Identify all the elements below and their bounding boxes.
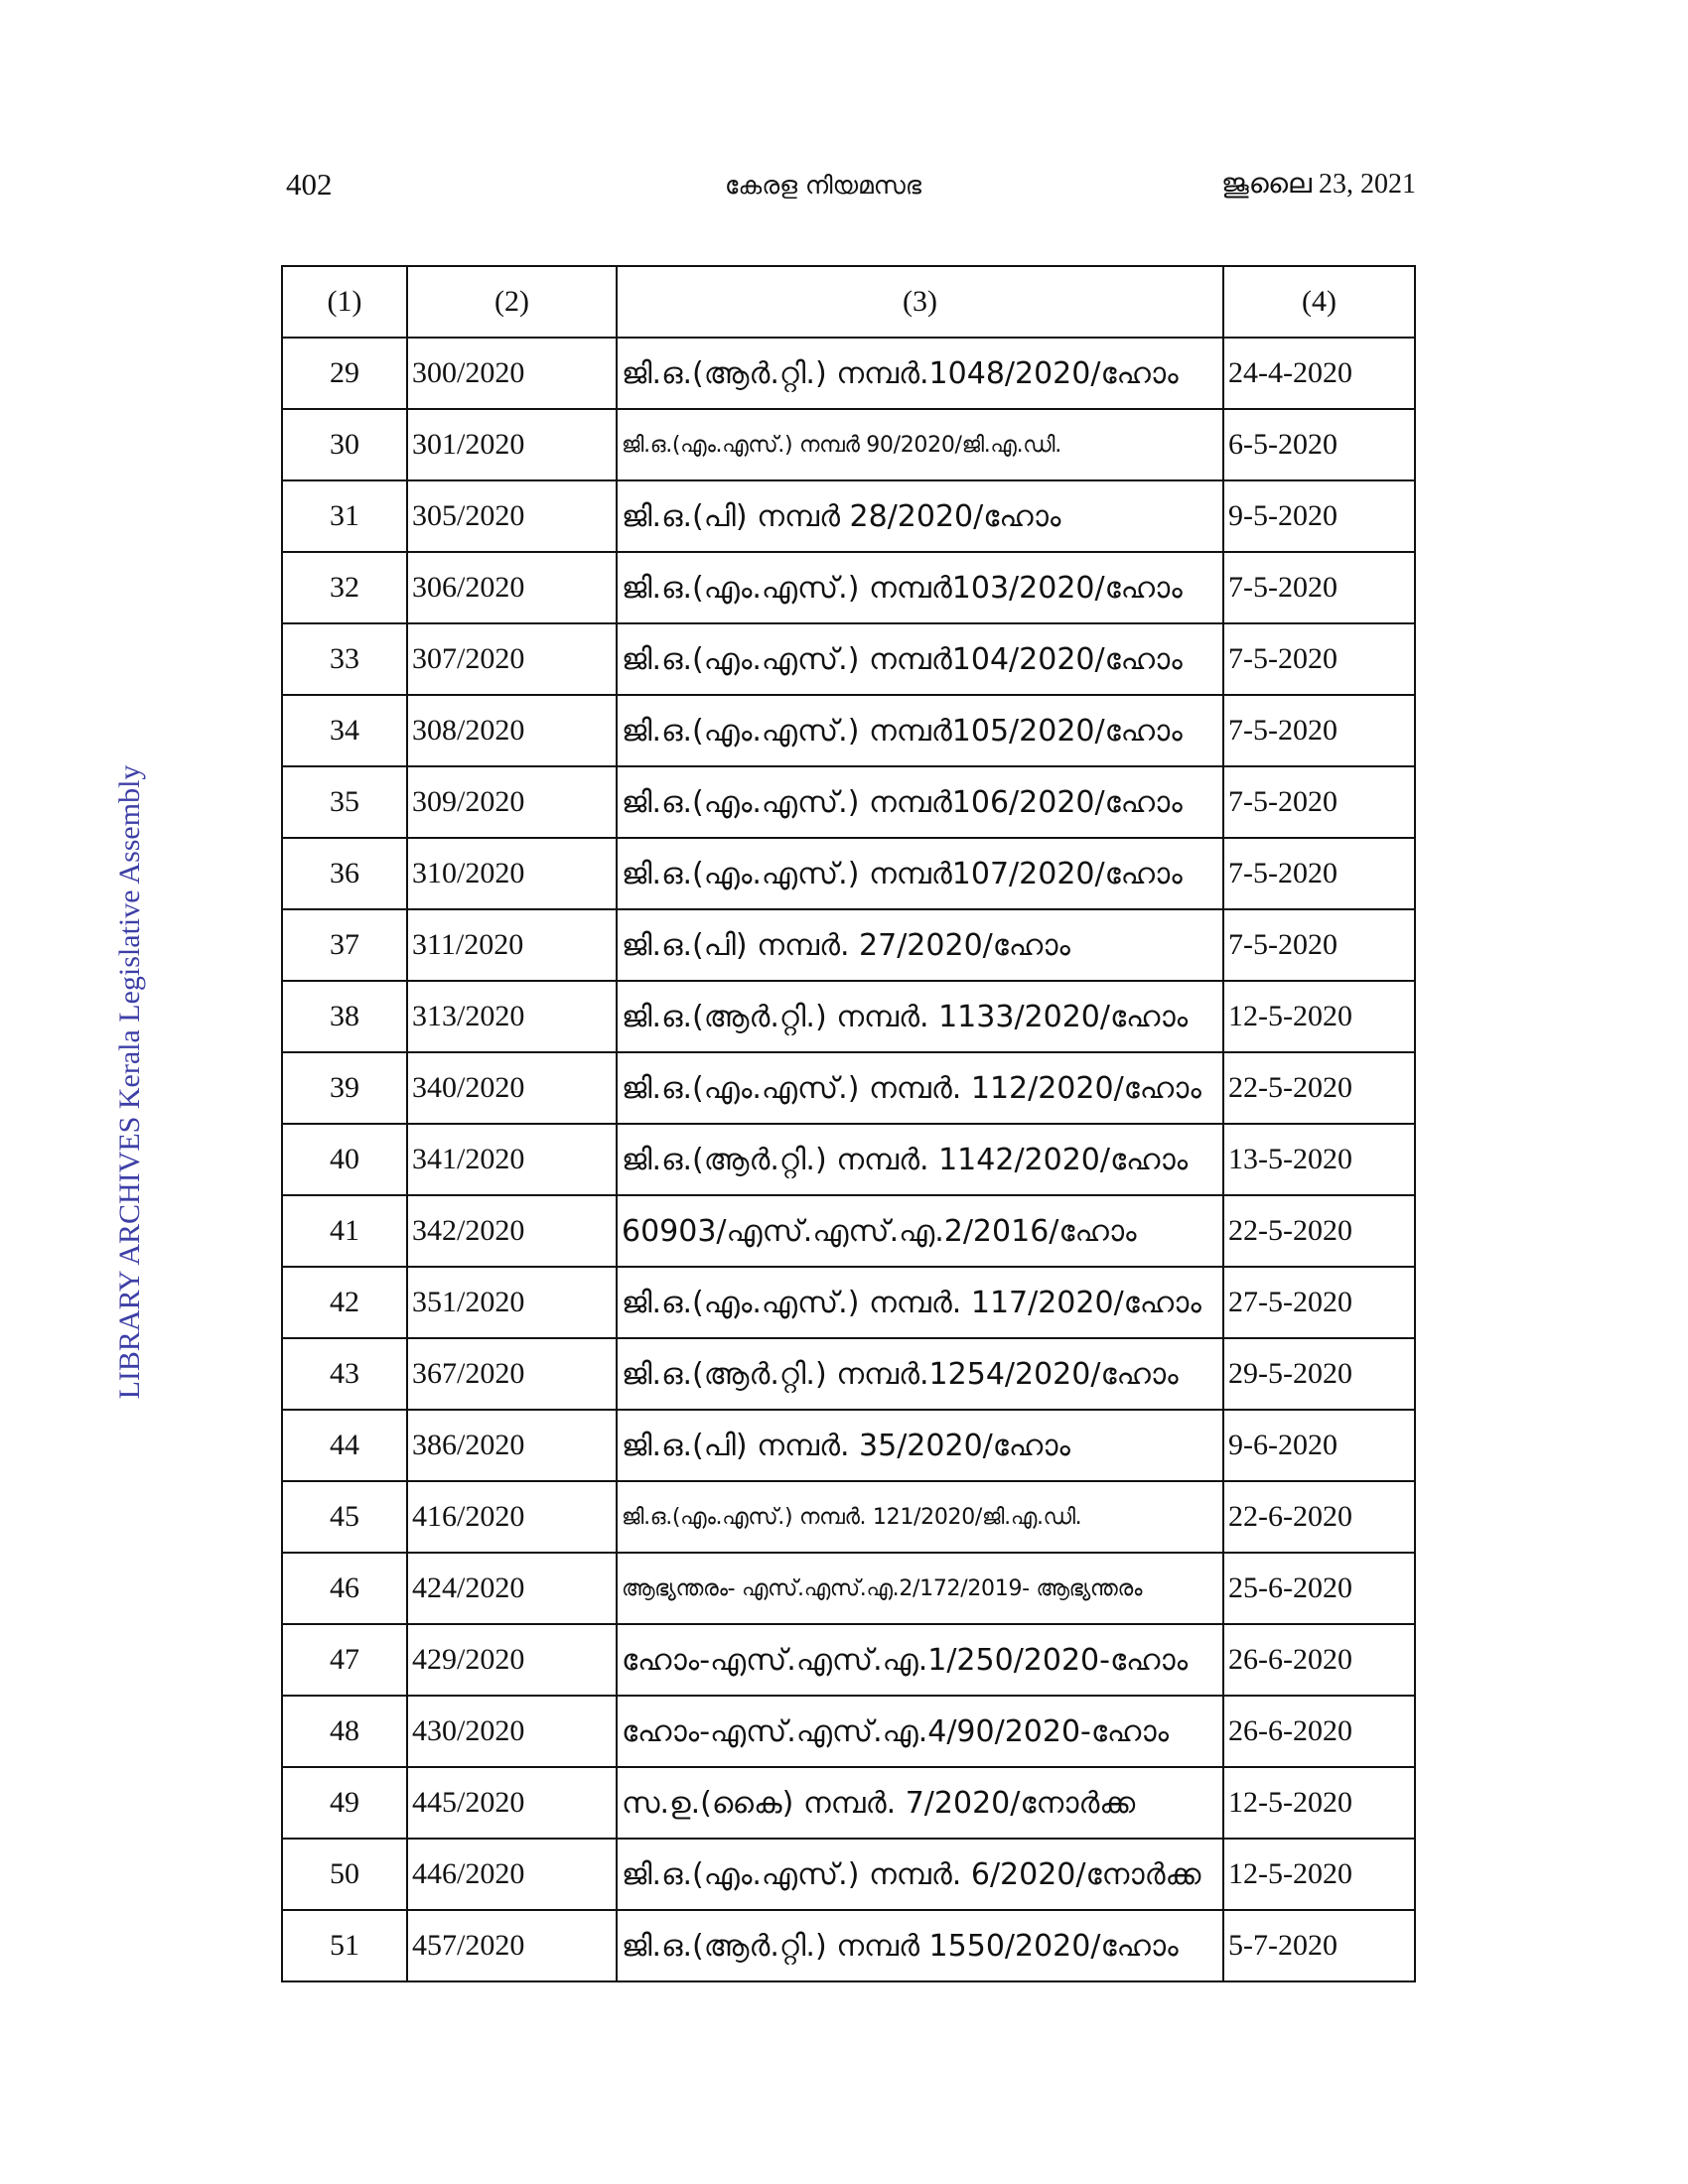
cell-date: 25-6-2020 xyxy=(1223,1553,1415,1624)
cell-no: 430/2020 xyxy=(407,1696,617,1767)
cell-no: 341/2020 xyxy=(407,1124,617,1195)
cell-no: 340/2020 xyxy=(407,1052,617,1124)
cell-sl: 33 xyxy=(282,623,407,695)
cell-sl: 36 xyxy=(282,838,407,909)
cell-order: സ.ഉ.(കൈ) നമ്പർ. 7/2020/നോർക്ക xyxy=(617,1767,1223,1839)
cell-no: 313/2020 xyxy=(407,981,617,1052)
cell-no: 342/2020 xyxy=(407,1195,617,1267)
cell-order: ജി.ഒ.(എം.എസ്.) നമ്പർ. 117/2020/ഹോം xyxy=(617,1267,1223,1338)
cell-date: 7-5-2020 xyxy=(1223,838,1415,909)
table-row xyxy=(282,338,1415,409)
cell-sl: 48 xyxy=(282,1696,407,1767)
cell-sl: 39 xyxy=(282,1052,407,1124)
cell-date: 12-5-2020 xyxy=(1223,1767,1415,1839)
cell-sl: 29 xyxy=(282,338,407,409)
table-row xyxy=(282,838,1415,909)
table-row xyxy=(282,552,1415,623)
cell-sl: 41 xyxy=(282,1195,407,1267)
table-row xyxy=(282,695,1415,766)
cell-order: ജി.ഒ.(എം.എസ്.) നമ്പർ103/2020/ഹോം xyxy=(617,552,1223,623)
table-row xyxy=(282,1696,1415,1767)
cell-no: 310/2020 xyxy=(407,838,617,909)
table-row xyxy=(282,1910,1415,1981)
cell-date: 22-5-2020 xyxy=(1223,1052,1415,1124)
column-header: (4) xyxy=(1223,266,1415,338)
table-row xyxy=(282,1267,1415,1338)
table-header-row xyxy=(282,266,1415,338)
cell-order: 60903/എസ്.എസ്.എ.2/2016/ഹോം xyxy=(617,1195,1223,1267)
column-header: (1) xyxy=(282,266,407,338)
table-row xyxy=(282,1195,1415,1267)
cell-sl: 32 xyxy=(282,552,407,623)
cell-sl: 46 xyxy=(282,1553,407,1624)
table-row xyxy=(282,1481,1415,1553)
cell-order: ആഭ്യന്തരം- എസ്.എസ്.എ.2/172/2019- ആഭ്യന്തരം xyxy=(617,1553,1223,1624)
cell-date: 6-5-2020 xyxy=(1223,409,1415,480)
cell-sl: 42 xyxy=(282,1267,407,1338)
table-row xyxy=(282,623,1415,695)
cell-order: ജി.ഒ.(എം.എസ്.) നമ്പർ. 6/2020/നോർക്ക xyxy=(617,1839,1223,1910)
cell-date: 7-5-2020 xyxy=(1223,552,1415,623)
cell-date: 7-5-2020 xyxy=(1223,909,1415,981)
cell-sl: 49 xyxy=(282,1767,407,1839)
cell-no: 424/2020 xyxy=(407,1553,617,1624)
running-title: കേരള നിയമസഭ xyxy=(725,171,921,200)
cell-date: 26-6-2020 xyxy=(1223,1624,1415,1696)
running-date: ജൂലൈ 23, 2021 xyxy=(1221,169,1417,200)
cell-no: 311/2020 xyxy=(407,909,617,981)
column-header: (2) xyxy=(407,266,617,338)
page-number: 402 xyxy=(286,167,333,202)
cell-no: 429/2020 xyxy=(407,1624,617,1696)
cell-no: 367/2020 xyxy=(407,1338,617,1410)
cell-order: ജി.ഒ.(എം.എസ്.) നമ്പർ104/2020/ഹോം xyxy=(617,623,1223,695)
archive-watermark: LIBRARY ARCHIVES Kerala Legislative Assembly xyxy=(113,764,146,1400)
table-row xyxy=(282,1553,1415,1624)
cell-sl: 31 xyxy=(282,480,407,552)
cell-date: 13-5-2020 xyxy=(1223,1124,1415,1195)
cell-date: 22-5-2020 xyxy=(1223,1195,1415,1267)
cell-no: 386/2020 xyxy=(407,1410,617,1481)
table-row xyxy=(282,1124,1415,1195)
cell-order: ജി.ഒ.(ആർ.റ്റി.) നമ്പർ.1254/2020/ഹോം xyxy=(617,1338,1223,1410)
table-row xyxy=(282,1052,1415,1124)
table-row xyxy=(282,1410,1415,1481)
cell-no: 300/2020 xyxy=(407,338,617,409)
cell-order: ഹോം-എസ്.എസ്.എ.1/250/2020-ഹോം xyxy=(617,1624,1223,1696)
cell-sl: 44 xyxy=(282,1410,407,1481)
cell-sl: 38 xyxy=(282,981,407,1052)
table-row xyxy=(282,766,1415,838)
cell-order: ജി.ഒ.(എം.എസ്.) നമ്പർ. 121/2020/ജി.എ.ഡി. xyxy=(617,1481,1223,1553)
cell-date: 24-4-2020 xyxy=(1223,338,1415,409)
cell-sl: 34 xyxy=(282,695,407,766)
cell-no: 309/2020 xyxy=(407,766,617,838)
cell-no: 308/2020 xyxy=(407,695,617,766)
cell-no: 416/2020 xyxy=(407,1481,617,1553)
cell-order: ജി.ഒ.(എം.എസ്.) നമ്പർ. 112/2020/ഹോം xyxy=(617,1052,1223,1124)
cell-order: ജി.ഒ.(പി) നമ്പർ. 35/2020/ഹോം xyxy=(617,1410,1223,1481)
cell-order: ജി.ഒ.(പി) നമ്പർ 28/2020/ഹോം xyxy=(617,480,1223,552)
cell-order: ജി.ഒ.(ആർ.റ്റി.) നമ്പർ 1550/2020/ഹോം xyxy=(617,1910,1223,1981)
table-row xyxy=(282,480,1415,552)
cell-order: ജി.ഒ.(ആർ.റ്റി.) നമ്പർ.1048/2020/ഹോം xyxy=(617,338,1223,409)
cell-sl: 50 xyxy=(282,1839,407,1910)
cell-order: ജി.ഒ.(ആർ.റ്റി.) നമ്പർ. 1142/2020/ഹോം xyxy=(617,1124,1223,1195)
cell-order: ജി.ഒ.(എം.എസ്.) നമ്പർ107/2020/ഹോം xyxy=(617,838,1223,909)
cell-date: 7-5-2020 xyxy=(1223,623,1415,695)
records-table xyxy=(281,265,1416,1982)
cell-date: 26-6-2020 xyxy=(1223,1696,1415,1767)
cell-date: 7-5-2020 xyxy=(1223,766,1415,838)
cell-date: 29-5-2020 xyxy=(1223,1338,1415,1410)
cell-no: 445/2020 xyxy=(407,1767,617,1839)
cell-order: ജി.ഒ.(എം.എസ്.) നമ്പർ 90/2020/ജി.എ.ഡി. xyxy=(617,409,1223,480)
cell-order: ഹോം-എസ്.എസ്.എ.4/90/2020-ഹോം xyxy=(617,1696,1223,1767)
cell-order: ജി.ഒ.(പി) നമ്പർ. 27/2020/ഹോം xyxy=(617,909,1223,981)
cell-no: 351/2020 xyxy=(407,1267,617,1338)
table-row xyxy=(282,1839,1415,1910)
table-row xyxy=(282,409,1415,480)
table-row xyxy=(282,1624,1415,1696)
cell-sl: 47 xyxy=(282,1624,407,1696)
cell-no: 457/2020 xyxy=(407,1910,617,1981)
cell-no: 307/2020 xyxy=(407,623,617,695)
cell-date: 5-7-2020 xyxy=(1223,1910,1415,1981)
table-row xyxy=(282,1767,1415,1839)
cell-sl: 43 xyxy=(282,1338,407,1410)
column-header: (3) xyxy=(617,266,1223,338)
table-body xyxy=(282,338,1415,1981)
cell-date: 12-5-2020 xyxy=(1223,1839,1415,1910)
cell-order: ജി.ഒ.(എം.എസ്.) നമ്പർ105/2020/ഹോം xyxy=(617,695,1223,766)
cell-no: 301/2020 xyxy=(407,409,617,480)
cell-date: 7-5-2020 xyxy=(1223,695,1415,766)
cell-date: 9-6-2020 xyxy=(1223,1410,1415,1481)
cell-sl: 40 xyxy=(282,1124,407,1195)
cell-no: 446/2020 xyxy=(407,1839,617,1910)
table-row xyxy=(282,909,1415,981)
cell-sl: 30 xyxy=(282,409,407,480)
cell-sl: 45 xyxy=(282,1481,407,1553)
cell-no: 306/2020 xyxy=(407,552,617,623)
cell-order: ജി.ഒ.(എം.എസ്.) നമ്പർ106/2020/ഹോം xyxy=(617,766,1223,838)
table-row xyxy=(282,981,1415,1052)
cell-sl: 35 xyxy=(282,766,407,838)
cell-date: 27-5-2020 xyxy=(1223,1267,1415,1338)
cell-sl: 37 xyxy=(282,909,407,981)
cell-date: 9-5-2020 xyxy=(1223,480,1415,552)
table-row xyxy=(282,1338,1415,1410)
cell-no: 305/2020 xyxy=(407,480,617,552)
cell-date: 22-6-2020 xyxy=(1223,1481,1415,1553)
cell-order: ജി.ഒ.(ആർ.റ്റി.) നമ്പർ. 1133/2020/ഹോം xyxy=(617,981,1223,1052)
cell-sl: 51 xyxy=(282,1910,407,1981)
cell-date: 12-5-2020 xyxy=(1223,981,1415,1052)
